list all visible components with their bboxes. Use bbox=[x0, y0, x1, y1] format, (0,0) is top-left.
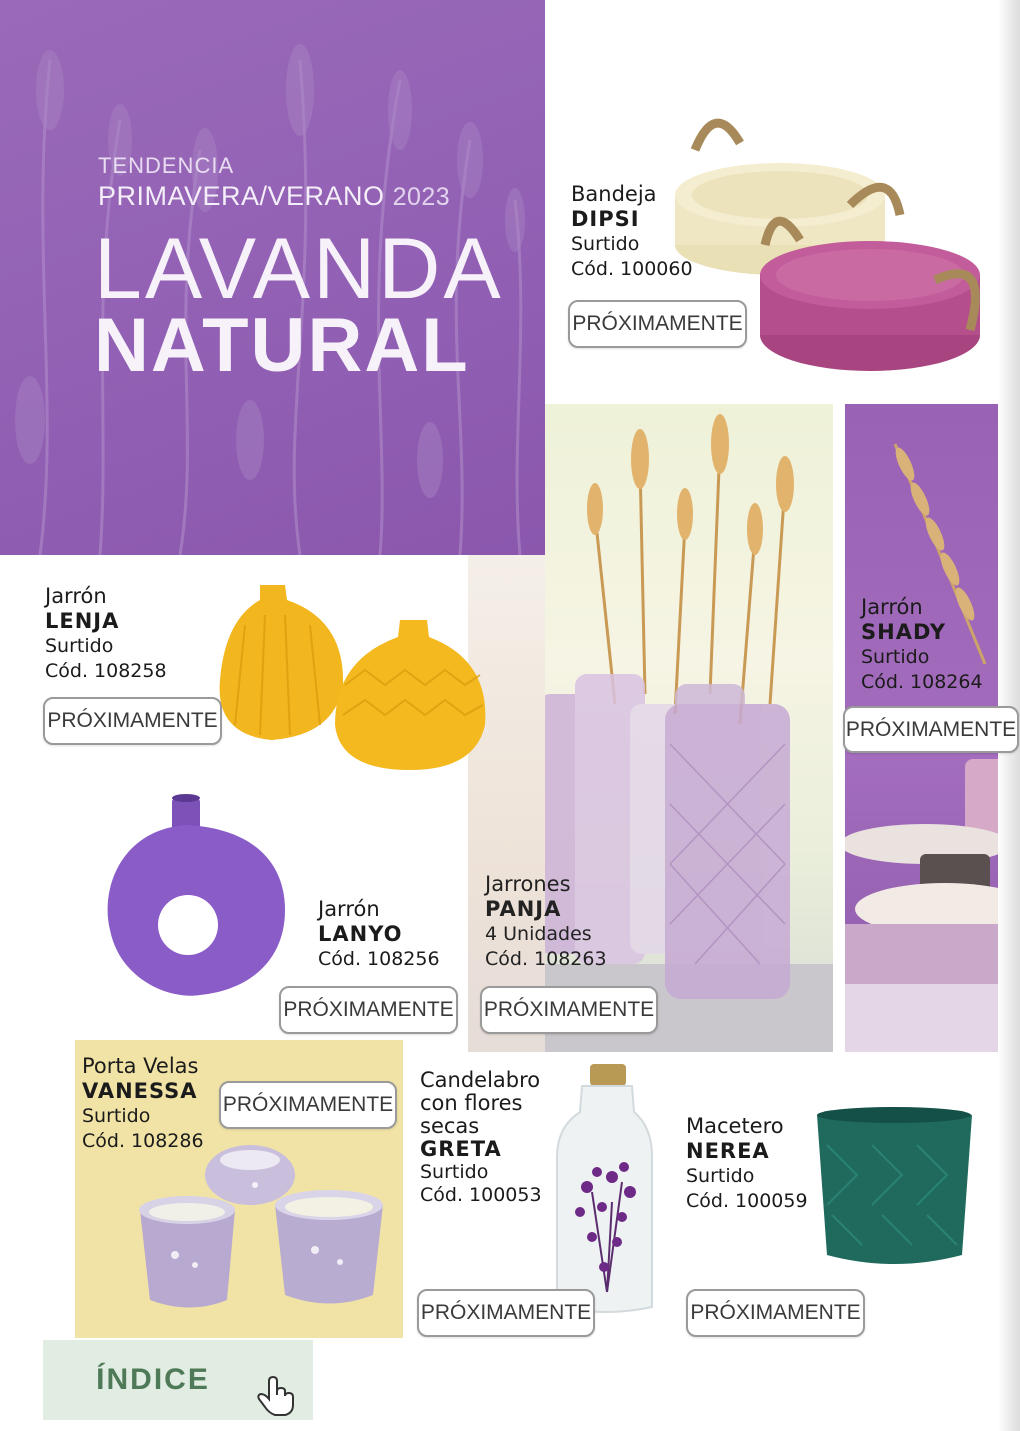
product-category: Jarrón bbox=[318, 897, 380, 921]
product-detail: Surtido bbox=[686, 1165, 755, 1187]
indice-button[interactable] bbox=[43, 1340, 313, 1420]
greta-bottle-image bbox=[552, 1062, 657, 1317]
product-name: DIPSI bbox=[571, 207, 640, 231]
product-name: SHADY bbox=[861, 620, 947, 644]
product-name: NEREA bbox=[686, 1139, 770, 1163]
product-code: Cód. 108263 bbox=[485, 948, 607, 970]
proximamente-button-dipsi[interactable]: PRÓXIMAMENTE bbox=[568, 300, 747, 348]
hand-pointer-icon bbox=[255, 1375, 300, 1417]
product-code: Cód. 108286 bbox=[82, 1130, 204, 1152]
hero-title-line2: NATURAL bbox=[94, 303, 470, 388]
product-panja-info bbox=[485, 872, 607, 972]
product-category: Jarrones bbox=[485, 872, 571, 896]
product-category: Jarrón bbox=[45, 584, 107, 608]
product-detail: 4 Unidades bbox=[485, 923, 592, 945]
yellow-vases-image bbox=[215, 575, 490, 775]
product-category-line1: Candelabro bbox=[420, 1068, 541, 1092]
indice-label: ÍNDICE bbox=[96, 1363, 210, 1396]
proximamente-button-lanyo[interactable]: PRÓXIMAMENTE bbox=[279, 986, 458, 1034]
proximamente-button-lenja[interactable]: PRÓXIMAMENTE bbox=[43, 697, 222, 745]
product-category: Bandeja bbox=[571, 182, 657, 206]
product-code: Cód. 108256 bbox=[318, 948, 440, 970]
product-name: GRETA bbox=[420, 1137, 502, 1161]
proximamente-button-vanessa[interactable]: PRÓXIMAMENTE bbox=[219, 1081, 397, 1129]
hero-banner bbox=[0, 0, 545, 555]
product-category: Jarrón bbox=[861, 595, 923, 619]
product-category: Macetero bbox=[686, 1114, 784, 1138]
product-greta-info bbox=[420, 1069, 542, 1207]
product-code: Cód. 100060 bbox=[571, 258, 693, 280]
product-name: LANYO bbox=[318, 922, 403, 946]
proximamente-button-shady[interactable]: PRÓXIMAMENTE bbox=[843, 706, 1019, 753]
trays-image bbox=[670, 95, 1000, 380]
product-detail: Surtido bbox=[571, 233, 640, 255]
hero-year: 2023 bbox=[392, 183, 451, 211]
proximamente-button-nerea[interactable]: PRÓXIMAMENTE bbox=[686, 1289, 865, 1337]
proximamente-button-greta[interactable]: PRÓXIMAMENTE bbox=[417, 1289, 595, 1337]
product-category-line2: con flores bbox=[420, 1091, 523, 1115]
hero-title-line1: LAVANDA bbox=[94, 221, 504, 317]
proximamente-button-panja[interactable]: PRÓXIMAMENTE bbox=[480, 986, 658, 1034]
lanyo-vase-image bbox=[100, 790, 300, 1010]
product-detail: Surtido bbox=[420, 1161, 489, 1183]
product-code: Cód. 108258 bbox=[45, 660, 167, 682]
hero-kicker: TENDENCIA bbox=[98, 153, 235, 178]
product-category: Porta Velas bbox=[82, 1054, 199, 1078]
product-detail: Surtido bbox=[45, 635, 114, 657]
product-name: VANESSA bbox=[82, 1079, 198, 1103]
product-shady-info bbox=[861, 595, 983, 695]
product-vanessa-info bbox=[82, 1054, 204, 1154]
product-category-line3: secas bbox=[420, 1114, 480, 1138]
product-code: Cód. 100053 bbox=[420, 1184, 542, 1206]
hero-season bbox=[98, 181, 450, 212]
product-detail: Surtido bbox=[861, 646, 930, 668]
candle-holders-image bbox=[135, 1140, 390, 1320]
product-nerea-info bbox=[686, 1114, 808, 1214]
product-code: Cód. 108264 bbox=[861, 671, 983, 693]
product-detail: Surtido bbox=[82, 1105, 151, 1127]
product-lenja-info bbox=[45, 584, 167, 684]
product-code: Cód. 100059 bbox=[686, 1190, 808, 1212]
product-lanyo-info bbox=[318, 897, 440, 972]
product-name: PANJA bbox=[485, 897, 562, 921]
hero-season-label: PRIMAVERA/VERANO bbox=[98, 181, 385, 211]
nerea-planter-image bbox=[812, 1105, 977, 1270]
product-name: LENJA bbox=[45, 609, 120, 633]
